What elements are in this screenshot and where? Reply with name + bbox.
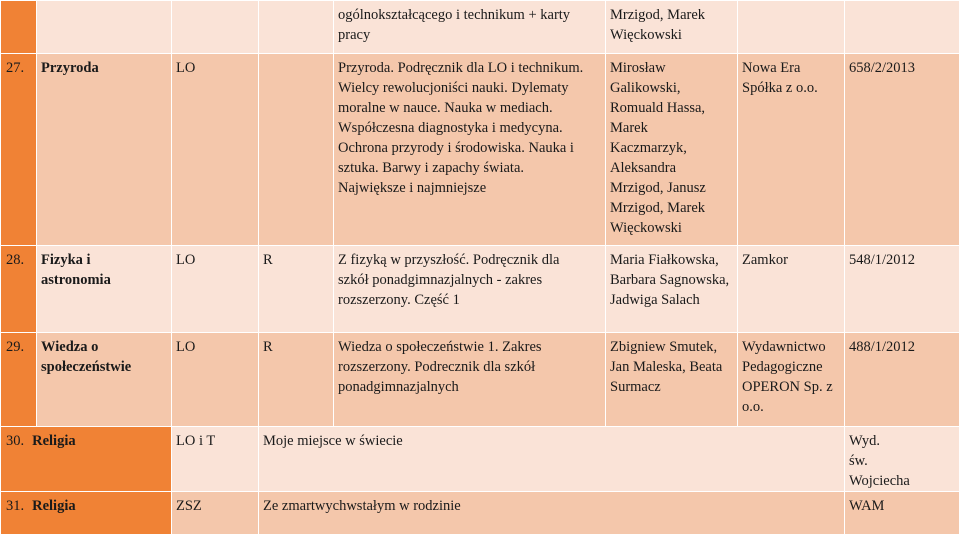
subject-cell: Fizyka i astronomia <box>37 246 172 333</box>
approval-cell: 548/1/2012 <box>845 246 959 333</box>
row-number: 27. <box>1 54 37 246</box>
table-row <box>1 54 959 246</box>
authors-cell: Maria Fiałkowska, Barbara Sagnowska, Jadwiga Salach <box>606 246 738 333</box>
publisher-cell: Nowa Era Spółka z o.o. <box>738 54 845 246</box>
row-number: 30. <box>6 433 24 449</box>
title-cell: Moje miejsce w świecie <box>259 427 845 492</box>
subject-text: Religia <box>32 498 76 514</box>
publisher-cell: Wyd. św. Wojciecha <box>845 427 959 492</box>
subject-cell <box>37 1 172 54</box>
authors-cell: Mrzigod, Marek Więckowski <box>606 1 738 54</box>
row-number: 29. <box>1 333 37 427</box>
row-number-subject <box>1 492 172 535</box>
level-cell: R <box>259 246 334 333</box>
subject-cell: Wiedza o społeczeństwie <box>37 333 172 427</box>
type-cell: ZSZ <box>172 492 259 535</box>
title-cell: Ze zmartwychwstałym w rodzinie <box>259 492 845 535</box>
title-cell: Przyroda. Podręcznik dla LO i technikum. Wielcy rewolucjoniści nauki. Dylematy moralne w nauce. Nauka w mediach. Współczesna diagnostyka i medycyna. Ochrona przyrody i środowiska. Nauka i sztuka. Barwy i zapachy świata. Największe i najmniejsze <box>334 54 606 246</box>
type-cell: LO i T <box>172 427 259 492</box>
title-cell: Z fizyką w przyszłość. Podręcznik dla szkół ponadgimnazjalnych - zakres rozszerzony. Część 1 <box>334 246 606 333</box>
row-number: 31. <box>6 498 24 514</box>
subject-text: Religia <box>32 433 76 449</box>
publisher-cell: Zamkor <box>738 246 845 333</box>
authors-cell: Mirosław Galikowski, Romuald Hassa, Marek Kaczmarzyk, Aleksandra Mrzigod, Janusz Mrzigod, Marek Więckowski <box>606 54 738 246</box>
table-row <box>1 1 959 54</box>
type-cell: LO <box>172 54 259 246</box>
table-row <box>1 427 959 492</box>
row-number-subject <box>1 427 172 492</box>
approval-cell: 488/1/2012 <box>845 333 959 427</box>
level-cell <box>259 1 334 54</box>
type-cell: LO <box>172 246 259 333</box>
row-number <box>1 1 37 54</box>
level-cell: R <box>259 333 334 427</box>
table-row <box>1 492 959 535</box>
authors-cell: Zbigniew Smutek, Jan Maleska, Beata Surmacz <box>606 333 738 427</box>
publisher-cell: Wydawnictwo Pedagogiczne OPERON Sp. z o.o. <box>738 333 845 427</box>
publisher-cell: WAM <box>845 492 959 535</box>
title-cell: ogólnokształcącego i technikum + karty pracy <box>334 1 606 54</box>
type-cell: LO <box>172 333 259 427</box>
table-row <box>1 246 959 333</box>
table-row <box>1 333 959 427</box>
publisher-cell <box>738 1 845 54</box>
type-cell <box>172 1 259 54</box>
approval-cell: 658/2/2013 <box>845 54 959 246</box>
level-cell <box>259 54 334 246</box>
subject-cell: Przyroda <box>37 54 172 246</box>
approval-cell <box>845 1 959 54</box>
row-number: 28. <box>1 246 37 333</box>
title-cell: Wiedza o społeczeństwie 1. Zakres rozszerzony. Podrecznik dla szkół ponadgimnazjalnych <box>334 333 606 427</box>
